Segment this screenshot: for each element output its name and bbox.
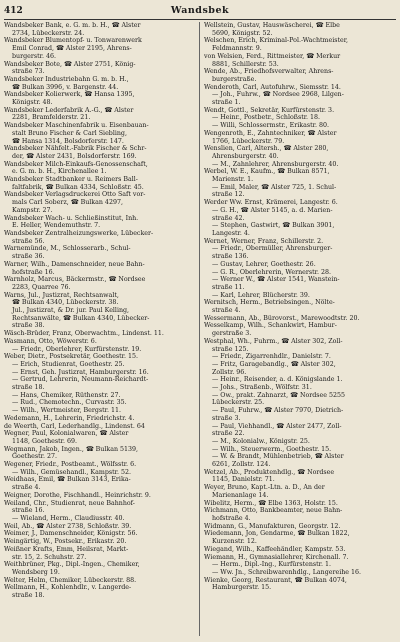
directory-entry-line: Warns, Jul., Justizrat, Rechtsanwalt,: [4, 291, 119, 299]
directory-entry-line: Emil Conrad, ☎ Alster 2195, Ahrens-: [12, 45, 132, 53]
directory-entry-line: — Karl, Lehrer, Blücherstr. 39.: [212, 291, 310, 299]
directory-entry-line: — Heinr., Postbetr., Schloßstr. 18.: [212, 114, 321, 122]
directory-entry-line: — M., Zahnlehrer, Ahrensburgerstr. 40.: [212, 160, 339, 168]
directory-entry-line: — Herm., Dipl.-Ing., Kurfürstenstr. 1.: [212, 561, 331, 569]
directory-entry-line: Marienanlage 14.: [212, 491, 269, 499]
directory-entry-line: Wasmann, Otto, Wöwerstr. 6.: [4, 337, 97, 345]
directory-entry-line: 8881, Schillerstr. 53.: [212, 60, 279, 68]
directory-entry-line: Marienstr. 1.: [212, 176, 254, 184]
directory-entry-line: 1148, Goethestr. 69.: [12, 437, 77, 445]
directory-entry-line: — Friedr., Oberlehrer, Kurfürstenstr. 19.: [12, 345, 142, 353]
directory-entry-line: Feldmannstr. 9.: [212, 45, 262, 53]
directory-entry-line: Langestr. 4.: [212, 229, 250, 237]
directory-entry-line: Warner, Wilh., Damenschneider, neue Bahn-: [4, 260, 145, 268]
directory-entry-line: Werder Ww. Ernst, Krämerei, Langestr. 6.: [204, 199, 338, 207]
directory-entry-line: Ahrensburgerstr. 40.: [212, 152, 279, 160]
directory-entry-line: ☎ Bulkan 4340, Lübeckerstr. 38.: [12, 299, 119, 307]
directory-entry-line: — Ww. Jn., Schreibwarenhdlg., Langereihe 16.: [212, 568, 362, 576]
directory-entry-line: Warnemünde, M., Schlosserarb., Schul-: [4, 245, 131, 253]
directory-entry-line: mals Carl Soberz, ☎ Bulkan 4297,: [12, 199, 123, 207]
directory-entry-line: 2283, Quarree 76.: [12, 283, 71, 291]
directory-entry-line: — Wilh., Wertmeister, Bergstr. 11.: [12, 407, 121, 415]
directory-entry-line: Wellmann, H., Kohlenhdlr., v. Langerde-: [4, 584, 132, 592]
directory-entry-line: faltfabrik, ☎ Bulkan 4334, Schloßstr. 45.: [12, 183, 144, 191]
directory-entry-line: Wellstein, Gustav, Hauswäscherei, ☎ Elbe: [204, 22, 340, 29]
directory-entry-line: — Ow., prakt. Zahnarzt, ☎ Nordsee 5255: [212, 391, 346, 399]
directory-entry-line: Weißner Krafts, Emm, Heilsrat, Markt-: [4, 545, 129, 553]
directory-entry-line: 2281, Bramfelderstr. 21.: [12, 114, 91, 122]
directory-entry-line: — W. & Brandt, Mühlenbetrieb, ☎ Alster: [212, 453, 344, 461]
directory-entry-line: straße 38.: [12, 322, 45, 330]
directory-entry-line: Weber, Dietr., Postsekretär, Goethestr. 15.: [4, 353, 139, 361]
directory-entry-line: Weiland, Chr., Studienrat, neue Bahnhof-: [4, 499, 135, 507]
directory-entry-line: Kampstr. 27.: [12, 206, 53, 214]
directory-entry-line: Wenderoth, Carl, Autofuhrw., Siemsstr. 14.: [204, 83, 341, 91]
directory-entry-line: Weidhaas, Emil, ☎ Bulkan 3143, Erika-: [4, 476, 131, 484]
directory-entry-line: Wandsbeker Milch-Einkaufs-Genossenschaft,: [4, 160, 148, 168]
directory-entry-line: — Paul, Viehhandl., ☎ Alster 2477, Zoll-: [212, 422, 342, 430]
directory-entry-line: Werbel, W. E., Kaufm., ☎ Bulkan 8571,: [204, 168, 330, 176]
directory-entry-line: Wandsbeker Nähfelt.-Fabrik Fischer & Schr-: [4, 145, 147, 153]
directory-entry-line: 1766, Lübeckerstr. 79.: [212, 137, 285, 145]
directory-entry-line: — Hans, Chemiker, Rüthenstr. 27.: [12, 391, 121, 399]
directory-entry-line: — Willi, Schlossermstr., Erikastr. 80.: [212, 122, 329, 130]
directory-entry-line: Wesselkamp, Wilh., Schankwirt, Hambur-: [204, 322, 337, 330]
directory-entry-line: Weingärtig, W., Postsekr., Erikastr. 20.: [4, 538, 127, 546]
directory-entry-line: — Joh., Fuhrw., ☎ Nordsee 2968, Lilgen-: [212, 91, 344, 99]
directory-entry-line: — Johs., Straßenb., Wölfstr. 31.: [212, 384, 312, 392]
directory-entry-line: — G. R., Oberlehrerin, Wernerstr. 28.: [212, 268, 331, 276]
directory-entry-line: Wedemann, H., Lehrerin, Friedrichstr. 4.: [4, 414, 135, 422]
directory-entry-line: Wegmann, Jakob, Ingen., ☎ Bulkan 5139,: [4, 445, 139, 453]
directory-entry-line: Weimer, J., Damenschneider, Königstr. 56.: [4, 530, 138, 538]
directory-entry-line: de Weerth, Carl, Lederhandlg., Lindenst. 64: [4, 422, 145, 430]
directory-entry-line: burgerstraße.: [212, 75, 257, 83]
directory-entry-line: Wegener, Friedr., Postbeamt., Wölfsstr. 6.: [4, 461, 137, 469]
directory-entry-line: Wäsch-Brüder, Franz, Oberwachtm., Lindenst. 11.: [4, 330, 164, 338]
directory-entry-line: Welter, Helm, Chemiker, Lübeckerstr. 88.: [4, 576, 137, 584]
directory-entry-line: Goethestr. 27.: [12, 453, 57, 461]
directory-entry-line: str. 15, 2. Schuhstr. 27.: [12, 553, 87, 561]
directory-entry-line: Wandsbeker Lederfabrik A.-G., ☎ Alster: [4, 106, 134, 114]
directory-entry-line: straße 18.: [12, 592, 45, 600]
directory-entry-line: straße 1.: [212, 99, 241, 107]
directory-entry-line: straße 4.: [212, 307, 241, 315]
directory-entry-line: gerstraße 3.: [212, 330, 252, 338]
directory-entry-line: Warnholz, Marcus, Bäckermstr., ☎ Nordsee: [4, 276, 146, 284]
directory-entry-line: — Gertrud, Lehrerin, Neumann-Reichardt-: [12, 376, 149, 384]
directory-entry-line: ☎ Bulkan 3996, v. Bargenstr. 44.: [12, 83, 119, 91]
directory-entry-line: Königstr. 48.: [12, 99, 53, 107]
directory-entry-line: — Erich, Studienrat, Goethestr. 25.: [12, 360, 125, 368]
directory-entry-line: Zollstr. 96.: [212, 368, 247, 376]
directory-entry-line: Wendt, Gottl., Sekretär, Kurfürstenstr. 3.: [204, 106, 335, 114]
directory-entry-line: Wandsbeker Bank, e. G. m. b. H., ☎ Alster: [4, 22, 141, 29]
directory-entry-line: Rechtsanwälte, ☎ Bulkan 4340, Lübecker-: [12, 314, 150, 322]
directory-entry-line: Wandsbeker Blumentopf- u. Tonwarenwerk: [4, 37, 142, 45]
left-column: [4, 22, 196, 638]
directory-entry-line: Wandsbeker Stadtbanker u. Reimers Ball-: [4, 176, 138, 184]
directory-entry-line: Wernitsch, Herm., Betriebsingen., Nölte-: [204, 299, 335, 307]
directory-entry-line: straße 36.: [12, 253, 45, 261]
page-title: Wandsbek: [170, 5, 230, 16]
directory-entry-line: Weil, Ab., ☎ Alster 2738, Schloßstr. 39.: [4, 522, 132, 530]
directory-entry-line: — Gustav, Lehrer, Goethestr. 26.: [212, 260, 316, 268]
directory-entry-line: straße 16.: [12, 507, 45, 515]
directory-entry-line: — Heinr., Reisender, a. d. Königslande 1.: [212, 376, 343, 384]
directory-entry-line: 1145, Danielstr. 71.: [212, 476, 275, 484]
directory-entry-line: straße 22.: [212, 430, 245, 438]
directory-entry-line: Wandsbeker Industriebahn G. m. b. H.,: [4, 75, 129, 83]
directory-entry-line: straße 18.: [12, 384, 45, 392]
directory-entry-line: der, ☎ Alster 2431, Bolsdorferstr. 169.: [12, 152, 137, 160]
directory-entry-line: Wichmann, Otto, Bankbeamter, neue Bahn-: [204, 507, 343, 515]
directory-entry-line: straße 136.: [212, 253, 249, 261]
directory-entry-line: straße 4.: [12, 484, 41, 492]
directory-entry-line: — Wieland, Herm., Claudiusstr. 40.: [12, 515, 125, 522]
directory-entry-line: — Friedr., Zigarrenhdlr., Danielstr. 7.: [212, 353, 331, 361]
directory-entry-line: Wiemann, H., Gymnasiallehrer, Kirchenall. 7.: [204, 553, 349, 561]
directory-entry-line: Wandsbeker Wach- u. Schließinstitut, Inh.: [4, 214, 139, 222]
directory-entry-line: — Friedr., Obermüller, Ahrensburger-: [212, 245, 333, 253]
directory-entry-line: — Fritz, Garagebandlg., ☎ Alster 302,: [212, 360, 336, 368]
directory-entry-line: Wenslien, Carl, Altersh., ☎ Alster 280,: [204, 145, 329, 153]
directory-entry-line: — Wilh., Gemüsehandl., Kampstr. 52.: [12, 468, 131, 476]
directory-entry-line: Wandsbeker Maschinenfabrik u. Eisenbauan-: [4, 122, 149, 130]
right-column: [204, 22, 396, 638]
directory-entry-line: straße 42.: [212, 214, 245, 222]
directory-entry-line: Wetzel, Ab., Produktenhdlg., ☎ Nordsee: [204, 468, 335, 476]
directory-entry-line: Weyer, Bruno, Kapt.-Ltn. a. D., An der: [204, 484, 325, 492]
directory-entry-line: e. G. m. b. H., Kirchenallee 1.: [12, 168, 107, 176]
directory-entry-line: Wende, Ab., Friedhofsverwalter, Ahrens-: [204, 68, 334, 76]
directory-entry-line: straße 73.: [12, 68, 45, 76]
directory-entry-line: Wandsbeker Zentralheizungswerke, Lübecker-: [4, 229, 154, 237]
directory-entry-line: hofstraße 16.: [12, 268, 55, 276]
directory-entry-line: burgerstr. 46.: [12, 52, 56, 60]
directory-entry-line: ☎ Hansa 1314, Bolsdorferstr. 147.: [12, 137, 124, 145]
directory-entry-line: Weithbrüner, Pkg., Dipl.-Ingen., Chemiker,: [4, 561, 140, 569]
directory-entry-line: straße 11.: [212, 283, 245, 291]
directory-entry-line: Lübeckerstr. 25.: [212, 399, 265, 407]
directory-entry-line: E. Heller, Wendemuthstr. 7.: [12, 222, 101, 230]
directory-entry-line: 2734, Lübeckerstr. 24.: [12, 29, 85, 37]
directory-entry-line: — Wilh., Steuerwerm., Goethestr. 15.: [212, 445, 332, 453]
directory-entry-line: straße 12.: [212, 191, 245, 199]
directory-entry-line: Wegner, Paul, Kolonialwaren, ☎ Alster: [4, 430, 129, 438]
directory-entry-line: Wiedemann, Jon, Gendarme, ☎ Bulkan 1822,: [204, 530, 350, 538]
directory-entry-line: Jul., Justizrat, & Dr. jur. Paul Kelling,: [12, 307, 130, 315]
directory-entry-line: Welschen, Erich, Kriminal-Pol.-Wachtmeister,: [204, 37, 349, 45]
directory-entry-line: Kurzenstr. 12.: [212, 538, 257, 546]
directory-entry-line: straße 56.: [12, 237, 45, 245]
directory-entry-line: straße 125.: [212, 345, 249, 353]
directory-entry-line: Wibelitz, Herm., ☎ Elbe 1363, Holstr. 15.: [204, 499, 338, 507]
directory-entry-line: Wendsberg 19.: [12, 568, 60, 576]
header-rule: [4, 19, 396, 20]
directory-entry-line: hofstraße 4.: [212, 515, 251, 522]
page-header: [0, 0, 400, 20]
directory-entry-line: Wessermann, Ab., Bürovorst., Marewoodtstr. 20.: [204, 314, 360, 322]
directory-entry-line: — Ernst, Geh. Justizrat, Hamburgerstr. 16.: [12, 368, 149, 376]
directory-entry-line: Wiegand, Wilh., Kaffeehändler, Kampstr. 53.: [204, 545, 346, 553]
directory-entry-line: Widmann, G., Manufakturen, Georgstr. 12.: [204, 522, 341, 530]
directory-entry-line: Wandsbeker Kolierwerk, ☎ Hansa 1395,: [4, 91, 135, 99]
directory-entry-line: 5690, Königstr. 52.: [212, 29, 273, 37]
directory-entry-line: — Werner W., ☎ Alster 1541, Wanstein-: [212, 276, 340, 284]
directory-entry-line: Wengenroth, E., Zahntechniker, ☎ Alster: [204, 129, 337, 137]
directory-entry-line: Wandsbeker Verlagsdruckerei Otto Saft vor-: [4, 191, 146, 199]
column-divider: [199, 22, 200, 636]
directory-entry-line: — G. H., ☎ Alster 5145, a. d. Marien-: [212, 206, 333, 214]
directory-entry-line: von Welsien, Ferd., Rittmeister, ☎ Merkur: [204, 52, 341, 60]
directory-entry-line: stalt Bruno Fischer & Carl Siebling,: [12, 129, 127, 137]
directory-entry-line: — M., Kolonialw., Königstr. 25.: [212, 437, 310, 445]
directory-entry-line: 6261, Zollstr. 124.: [212, 461, 271, 469]
directory-entry-line: Wandsbeker Bote, ☎ Alster 2751, König-: [4, 60, 136, 68]
directory-entry-line: — Emil, Maler, ☎ Alster 725, 1. Schul-: [212, 183, 337, 191]
directory-entry-line: Weigner, Dorothe, Fischhandl., Heinrichstr. 9.: [4, 491, 151, 499]
page-number: 412: [4, 6, 23, 16]
directory-entry-line: Wienke, Georg, Restaurant, ☎ Bulkan 4074,: [204, 576, 347, 584]
directory-entry-line: — Rud., Chemotechn., Curvastr. 35.: [12, 399, 127, 407]
directory-entry-line: — Stephen, Gastwirt, ☎ Bulkan 3901,: [212, 222, 335, 230]
directory-entry-line: — Paul, Fuhrw., ☎ Alster 7970, Dietrich-: [212, 407, 344, 415]
directory-entry-line: Wernet, Werner, Franz, Schillerstr. 2.: [204, 237, 324, 245]
directory-entry-line: Hamburgerstr. 15.: [212, 584, 272, 592]
directory-entry-line: straße 3.: [212, 414, 241, 422]
directory-entry-line: Westphal, Wh., Fuhrm., ☎ Alster 302, Zoll-: [204, 337, 343, 345]
